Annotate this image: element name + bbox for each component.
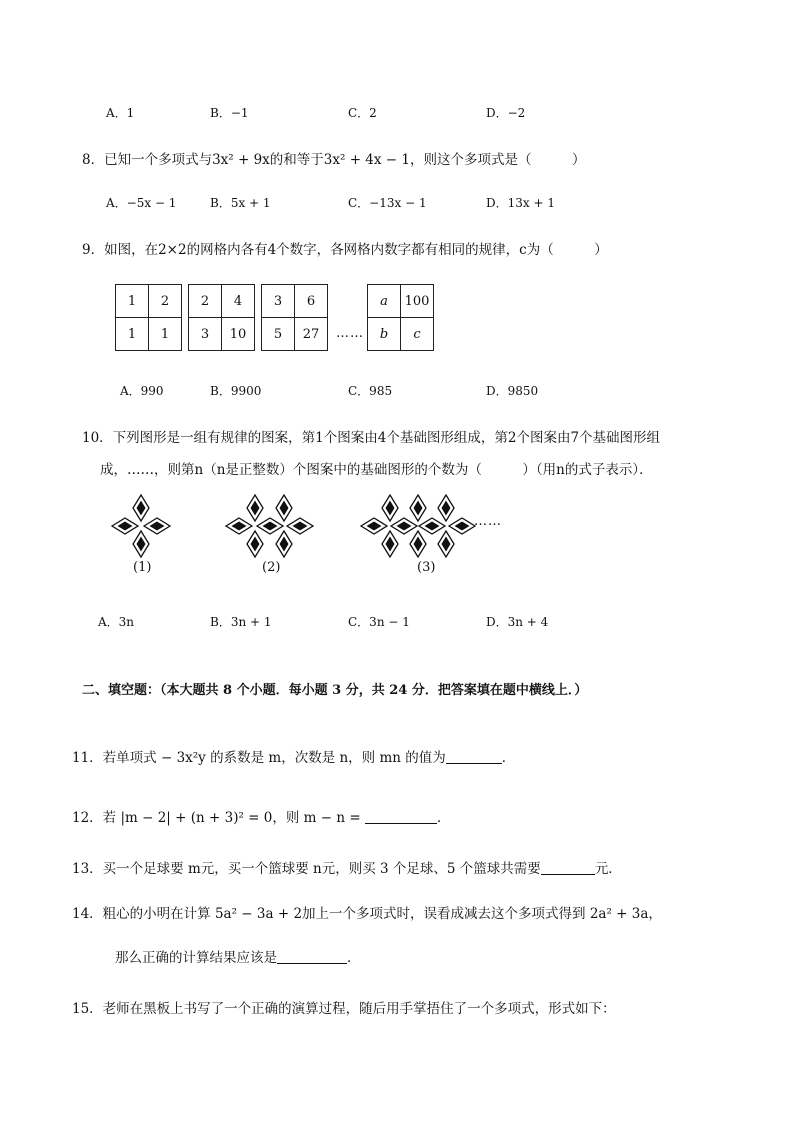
grid-cell: 1 xyxy=(116,318,149,351)
q11-end: ． xyxy=(501,750,516,766)
q9-option-d: D．9850 xyxy=(486,384,539,398)
grid-cell: b xyxy=(368,318,401,351)
q10-stem-line1: 10．下列图形是一组有规律的图案，第1个图案由4个基础图形组成，第2个图案由7个基础图形组 xyxy=(82,430,661,446)
q9-option-c: C．985 xyxy=(348,384,393,398)
q14-text: 那么正确的计算结果应该是 xyxy=(115,950,277,966)
q12-answer-blank xyxy=(365,809,437,824)
q8-option-b: B．5x + 1 xyxy=(210,196,271,210)
q14-line1: 14．粗心的小明在计算 5a² − 3a + 2加上一个多项式时，误看成减去这个多项式得到 2a² + 3a， xyxy=(72,906,662,922)
q9-grid-3 xyxy=(261,284,328,351)
q9-option-a: A．990 xyxy=(120,384,164,398)
grid-cell: 3 xyxy=(189,318,222,351)
q10-option-d: D．3n + 4 xyxy=(486,615,549,629)
q9-ellipsis: …… xyxy=(336,326,364,341)
q11-text: 11．若单项式 − 3x²y 的系数是 m，次数是 n，则 mn 的值为 xyxy=(72,750,446,766)
grid-cell: 4 xyxy=(222,285,255,318)
q15-stem: 15．老师在黑板上书写了一个正确的演算过程，随后用手掌捂住了一个多项式，形式如下： xyxy=(72,1001,616,1017)
grid-cell: 10 xyxy=(222,318,255,351)
grid-cell: 2 xyxy=(189,285,222,318)
pattern-figure-3 xyxy=(361,495,475,557)
grid-cell: 100 xyxy=(401,285,434,318)
q14-answer-blank xyxy=(277,949,347,964)
pattern-figure-1 xyxy=(112,495,170,557)
pattern-figure-2 xyxy=(226,495,313,557)
q10-stem-line2: 成，……，则第n（n是正整数）个图案中的基础图形的个数为（ ）（用n的式子表示）． xyxy=(100,462,653,478)
q11 xyxy=(72,746,515,766)
q8-option-c: C．−13x − 1 xyxy=(348,196,427,210)
grid-cell: 1 xyxy=(116,285,149,318)
q8-option-d: D．13x + 1 xyxy=(486,196,555,210)
grid-cell: 6 xyxy=(295,285,328,318)
grid-cell: a xyxy=(368,285,401,318)
grid-cell: 5 xyxy=(262,318,295,351)
q7-option-b: B．−1 xyxy=(210,106,249,120)
grid-cell: 2 xyxy=(149,285,182,318)
q13 xyxy=(72,857,622,877)
q13-end: 元． xyxy=(594,861,622,877)
q8-stem: 8．已知一个多项式与3x² + 9x的和等于3x² + 4x − 1，则这个多项式是（ ） xyxy=(82,152,586,168)
q12-end: ． xyxy=(436,810,451,826)
q7-option-a: A．1 xyxy=(106,106,135,120)
q10-figure-ellipsis: …… xyxy=(474,514,502,529)
q10-figure-label-3: (3) xyxy=(417,560,436,575)
grid-cell: 3 xyxy=(262,285,295,318)
q10-figure-label-1: (1) xyxy=(133,560,152,575)
q10-pattern-figures xyxy=(100,494,520,560)
section-heading: 二、填空题：（本大题共 8 个小题．每小题 3 分，共 24 分．把答案填在题中横线上．） xyxy=(82,683,588,698)
grid-cell: 27 xyxy=(295,318,328,351)
q14-line2 xyxy=(115,946,361,966)
grid-cell: c xyxy=(401,318,434,351)
q9-option-b: B．9900 xyxy=(210,384,262,398)
q11-answer-blank xyxy=(446,749,502,764)
q7-option-c: C．2 xyxy=(348,106,377,120)
q9-grid-2 xyxy=(188,284,255,351)
q10-option-c: C．3n − 1 xyxy=(348,615,410,629)
q10-option-a: A．3n xyxy=(98,615,135,629)
q10-option-b: B．3n + 1 xyxy=(210,615,272,629)
q10-figure-label-2: (2) xyxy=(262,560,281,575)
q9-grid-4 xyxy=(367,284,434,351)
q8-option-a: A．−5x − 1 xyxy=(106,196,177,210)
q9-stem: 9．如图，在2×2的网格内各有4个数字，各网格内数字都有相同的规律，c为（ ） xyxy=(82,242,608,258)
q12 xyxy=(72,806,450,826)
q9-grid-1 xyxy=(115,284,182,351)
q12-text: 12．若 |m − 2| + (n + 3)² = 0，则 m − n = xyxy=(72,810,365,826)
grid-cell: 1 xyxy=(149,318,182,351)
q14-end: ． xyxy=(347,950,361,966)
q13-text: 13．买一个足球要 m元，买一个篮球要 n元，则买 3 个足球、5 个篮球共需要 xyxy=(72,861,541,877)
q7-option-d: D．−2 xyxy=(486,106,526,120)
q13-answer-blank xyxy=(541,860,595,875)
